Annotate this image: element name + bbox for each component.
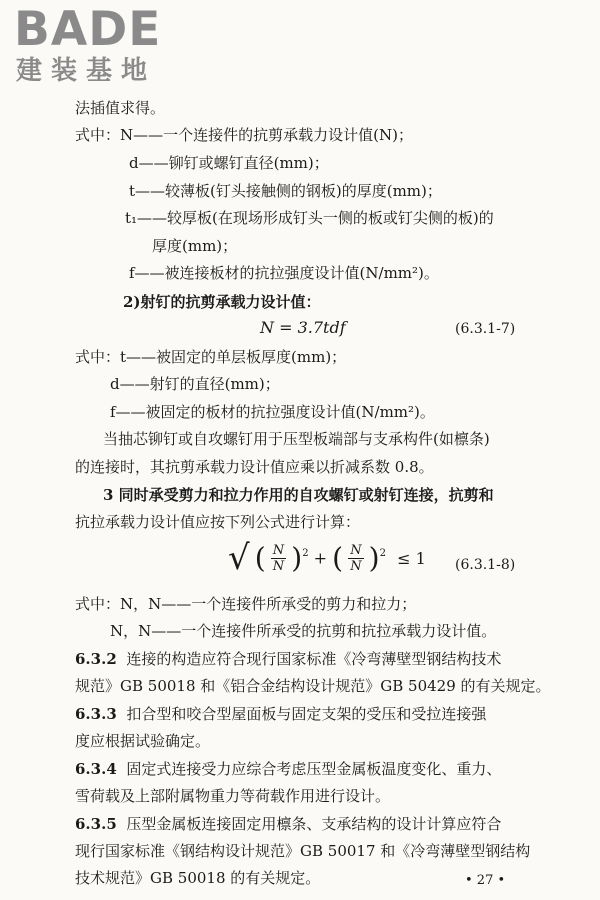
formula-lhs: N xyxy=(260,318,274,337)
text-line: 度应根据试验确定。 xyxy=(75,732,211,750)
fraction-1: $\frac{N}{N}$ xyxy=(272,542,285,574)
text-line: 3 同时承受剪力和拉力作用的自攻螺钉或射钉连接，抗剪和 xyxy=(103,486,494,504)
text-line: 当抽芯铆钉或自攻螺钉用于压型板端部与支承构件(如檩条) xyxy=(103,430,490,448)
equation-number: (6.3.1-8) xyxy=(455,557,516,573)
page-number: • 27 • xyxy=(465,873,506,888)
fraction-2: $\frac{N}{N}$ xyxy=(350,542,362,574)
clause-6-3-5: 6.3.5 压型金属板连接固定用檩条、支承结构的设计计算应符合 xyxy=(75,815,502,833)
formula-6-3-1-7 xyxy=(260,318,346,337)
text-line: 2)射钉的抗剪承载力设计值： xyxy=(123,293,321,311)
text-line: t——较薄板(钉头接触侧的钢板)的厚度(mm)； xyxy=(129,182,442,200)
text-line: N，N——一个连接件所承受的抗剪和抗拉承载力设计值。 xyxy=(110,622,497,640)
equation-number: (6.3.1-7) xyxy=(455,321,516,337)
text-line: t₁——较厚板(在现场形成钉头一侧的板或钉尖侧的板)的 xyxy=(125,209,494,227)
text-line: 抗拉承载力设计值应按下列公式进行计算： xyxy=(75,513,361,531)
text-line: 法插值求得。 xyxy=(75,99,166,117)
text-line: d——铆钉或螺钉直径(mm)； xyxy=(129,154,329,172)
text-line: 的连接时，其抗剪承载力设计值应乘以折减系数 0.8。 xyxy=(75,458,434,476)
formula-6-3-1-8: √ ( $\frac{N}{N}$ )$^2$ + ( $\frac{N}{N}$ )$^2$ ≤ 1 xyxy=(228,538,426,578)
text-line: f——被固定的板材的抗拉强度设计值(N/mm²)。 xyxy=(110,403,435,421)
clause-6-3-4: 6.3.4 固定式连接受力应综合考虑压型金属板温度变化、重力、 xyxy=(75,760,502,778)
text-line: d——射钉的直径(mm)； xyxy=(110,375,280,393)
logo-main-text: BADE xyxy=(14,2,162,57)
formula-rhs: = 3.7tdf xyxy=(279,318,346,337)
text-line: 式中：t——被固定的单层板厚度(mm)； xyxy=(75,348,347,366)
text-line: 厚度(mm)； xyxy=(152,237,238,255)
text-line: 规范》GB 50018 和《铝合金结构设计规范》GB 50429 的有关规定。 xyxy=(75,677,551,695)
text-line: f——被连接板材的抗拉强度设计值(N/mm²)。 xyxy=(129,264,439,282)
text-line: 式中：N，N——一个连接件所承受的剪力和拉力； xyxy=(75,595,417,613)
text-line: 式中：N——一个连接件的抗剪承载力设计值(N)； xyxy=(75,126,413,144)
text-line: 雪荷载及上部附属物重力等荷载作用进行设计。 xyxy=(75,787,391,805)
text-line: 技术规范》GB 50018 的有关规定。 xyxy=(75,869,321,887)
clause-6-3-2: 6.3.2 连接的构造应符合现行国家标准《冷弯薄壁型钢结构技术 xyxy=(75,650,502,668)
logo-sub-text: 建装基地 xyxy=(16,56,157,86)
clause-6-3-3: 6.3.3 扣合型和咬合型屋面板与固定支架的受压和受拉连接强 xyxy=(75,705,487,723)
text-line: 现行国家标准《钢结构设计规范》GB 50017 和《冷弯薄壁型钢结构 xyxy=(75,842,531,860)
